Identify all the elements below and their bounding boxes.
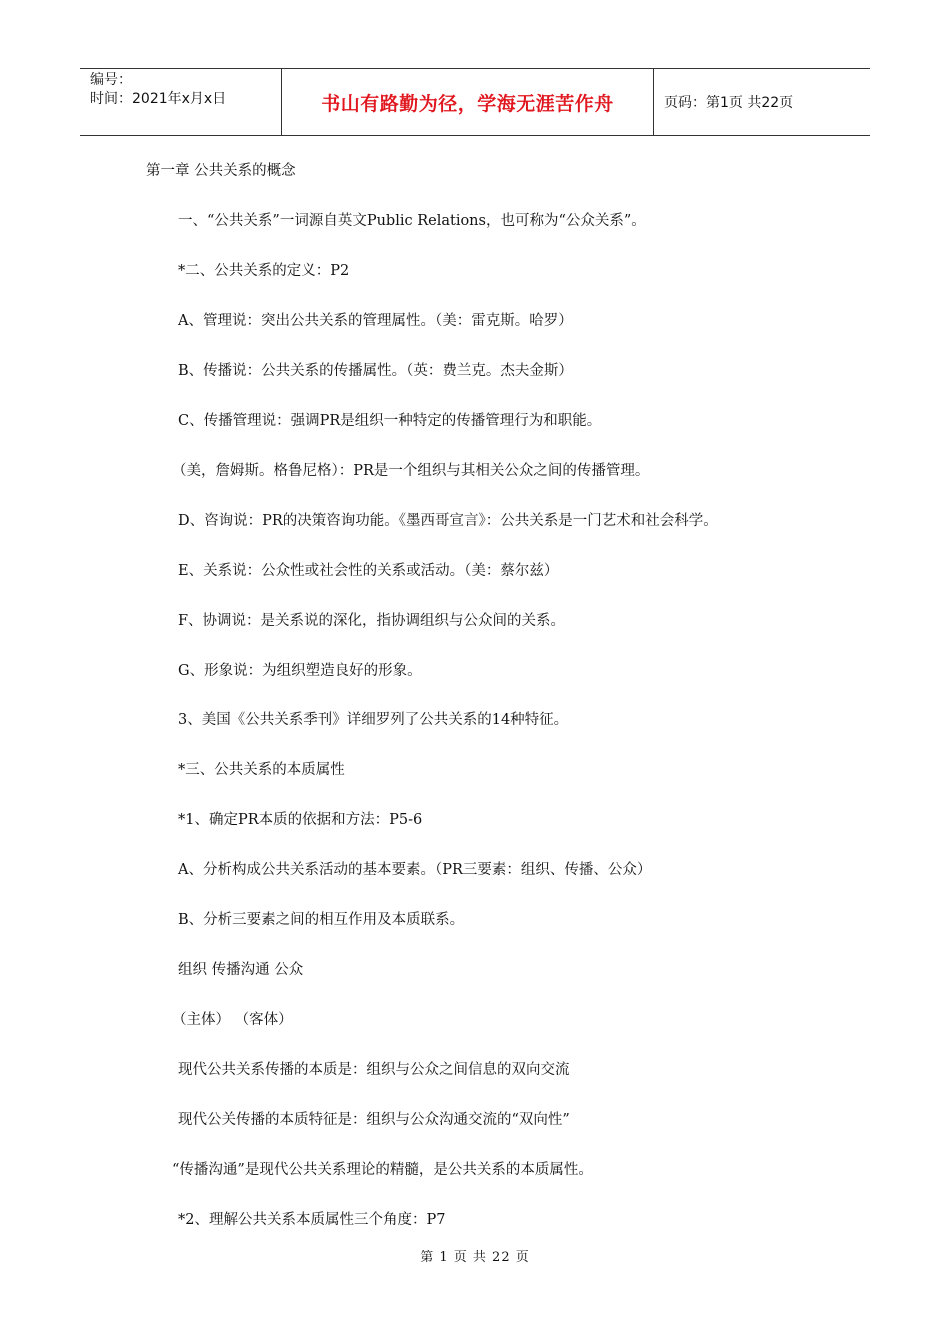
header-page-cell (654, 69, 870, 135)
body-line: C、传播管理说：强调PR是组织一种特定的传播管理行为和职能。 (178, 413, 602, 429)
body-line: （美，詹姆斯。格鲁尼格）：PR是一个组织与其相关公众之间的传播管理。 (172, 463, 650, 479)
section-heading: *三、公共关系的本质属性 (178, 762, 345, 778)
document-date-label: 时间：2021年x月x日 (90, 91, 227, 107)
body-line: B、传播说：公共关系的传播属性。（英：费兰克。杰夫金斯） (178, 363, 573, 379)
body-line: A、分析构成公共关系活动的基本要素。（PR三要素：组织、传播、公众） (178, 862, 652, 878)
header-motto: 书山有路勤为径，学海无涯苦作舟 (321, 92, 614, 115)
body-line: 现代公关传播的本质特征是：组织与公众沟通交流的“双向性” (178, 1112, 570, 1128)
body-line: E、关系说：公众性或社会性的关系或活动。（美：蔡尔兹） (178, 563, 559, 579)
body-line: G、形象说：为组织塑造良好的形象。 (178, 663, 422, 679)
body-line: D、咨询说：PR的决策咨询功能。《墨西哥宣言》：公共关系是一门艺术和社会科学。 (178, 513, 718, 529)
chapter-title: 第一章 公共关系的概念 (146, 163, 296, 179)
document-header (80, 68, 870, 136)
body-line: 一、“公共关系”一词源自英文Public Relations，也可称为“公众关系”。 (178, 213, 646, 229)
body-line: “传播沟通”是现代公共关系理论的精髓，是公共关系的本质属性。 (172, 1162, 593, 1178)
body-line: *2、理解公共关系本质属性三个角度：P7 (178, 1212, 446, 1228)
body-line: *1、确定PR本质的依据和方法：P5-6 (178, 812, 423, 828)
body-line: B、分析三要素之间的相互作用及本质联系。 (178, 912, 465, 928)
header-page-info: 页码：第1页 共22页 (664, 95, 794, 111)
document-number-label: 编号： (90, 72, 132, 88)
body-line: 3、美国《公共关系季刊》详细罗列了公共关系的14种特征。 (178, 712, 569, 728)
section-heading: *二、公共关系的定义：P2 (178, 263, 350, 279)
body-line: 组织 传播沟通 公众 (178, 962, 304, 978)
page-footer: 第 1 页 共 22 页 (420, 1250, 530, 1265)
body-line: 现代公共关系传播的本质是：组织与公众之间信息的双向交流 (178, 1062, 570, 1078)
body-line: A、管理说：突出公共关系的管理属性。（美：雷克斯。哈罗） (178, 313, 573, 329)
body-line: F、协调说：是关系说的深化，指协调组织与公众间的关系。 (178, 613, 566, 629)
body-line: （主体） （客体） (172, 1012, 293, 1028)
header-motto-cell (282, 69, 654, 135)
header-meta-cell (80, 69, 282, 135)
